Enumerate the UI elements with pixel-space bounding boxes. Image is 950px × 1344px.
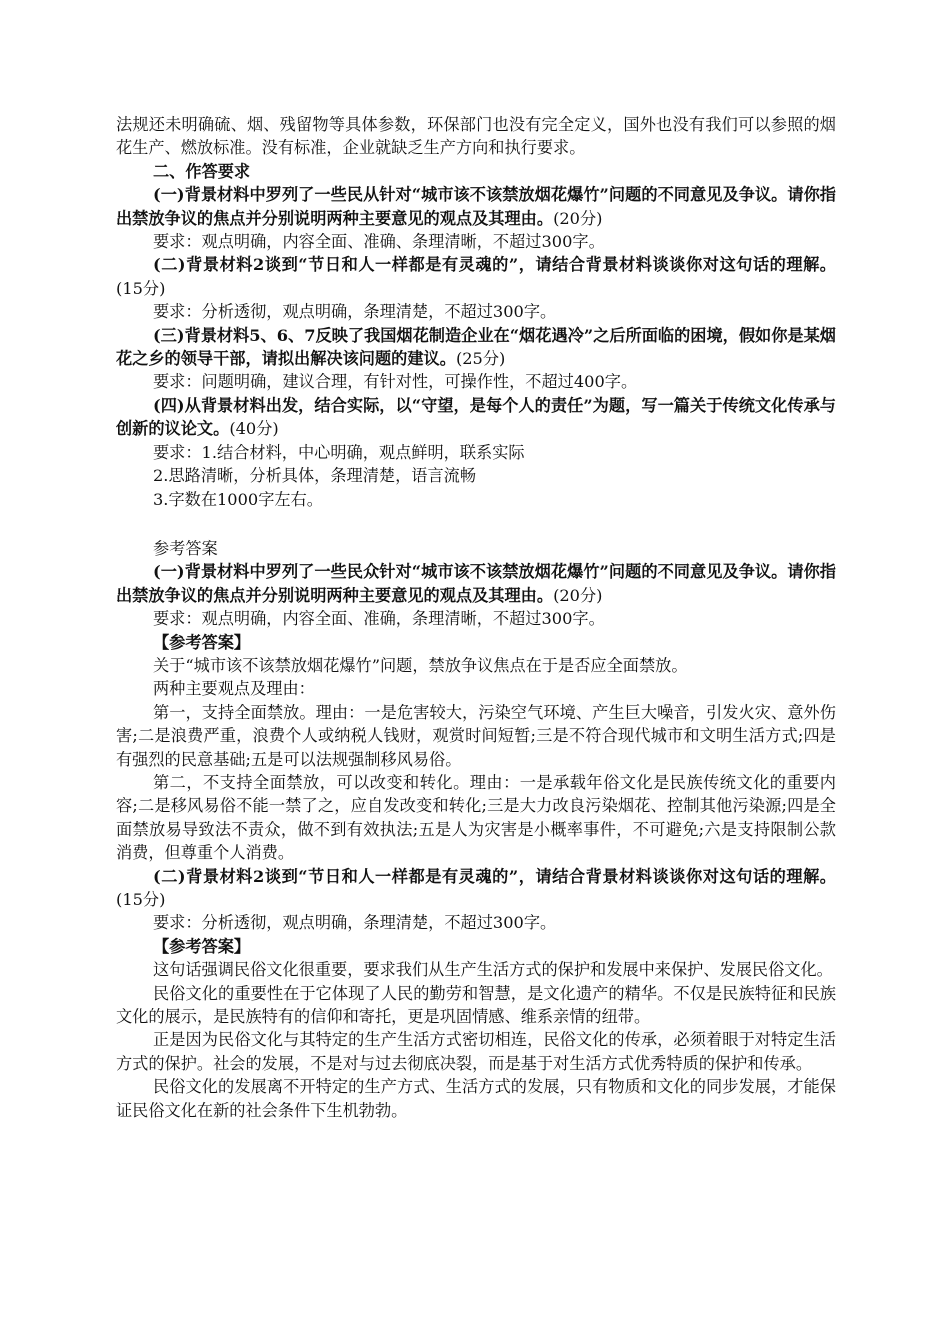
answer-2-reference-label: 【参考答案】: [153, 936, 251, 956]
answers-title: 参考答案: [153, 538, 218, 558]
answer-2-question: [116, 865, 836, 912]
answer-2-paragraph-4: 民俗文化的发展离不开特定的生产方式、生活方式的发展，只有物质和文化的同步发展，才能保证民俗文化在新的社会条件下生机勃勃。: [116, 1077, 836, 1120]
question-1-text: (一)背景材料中罗列了一些民从针对“城市该不该禁放烟花爆竹”问题的不同意见及争议。请你指出禁放争议的焦点并分别说明两种主要意见的观点及其理由。: [116, 185, 836, 228]
intro-paragraph: 法规还未明确硫、烟、残留物等具体参数，环保部门也没有完全定义，国外也没有我们可以参照的烟花生产、燃放标准。没有标准，企业就缺乏生产方向和执行要求。: [116, 115, 836, 158]
question-4-requirement-2: 2.思路清晰，分析具体，条理清楚，语言流畅: [153, 466, 477, 486]
document-page: [116, 113, 836, 1122]
section-title: 二、作答要求: [153, 161, 251, 181]
answer-1-reference-label: 【参考答案】: [153, 632, 251, 652]
question-1-requirement: 要求：观点明确，内容全面、准确、条理清晰，不超过300字。: [153, 232, 605, 252]
question-4: [116, 394, 836, 441]
question-4-requirement-1: 要求：1.结合材料，中心明确，观点鲜明，联系实际: [153, 442, 525, 462]
question-2-score: (15分): [116, 278, 166, 298]
question-1: [116, 183, 836, 230]
answer-1-score: (20分): [553, 585, 603, 605]
answer-2-paragraph-2: 民俗文化的重要性在于它体现了人民的勤劳和智慧，是文化遗产的精华。不仅是民族特征和民族文化的展示，是民族特有的信仰和寄托，更是巩固情感、维系亲情的纽带。: [116, 983, 836, 1027]
question-2: [116, 253, 836, 300]
answer-2-score: (15分): [116, 890, 166, 909]
question-4-score: (40分): [229, 419, 279, 439]
question-1-score: (20分): [553, 208, 603, 228]
question-2-requirement: 要求：分析透彻，观点明确，条理清楚，不超过300字。: [153, 302, 557, 322]
answer-2-paragraph-3: 正是因为民俗文化与其特定的生产生活方式密切相连，民俗文化的传承，必须着眼于对特定生活方式的保护。社会的发展，不是对与过去彻底决裂，而是基于对生活方式优秀特质的保护和传承。: [116, 1030, 836, 1073]
answer-2-paragraph-1: 这句话强调民俗文化很重要，要求我们从生产生活方式的保护和发展中来保护、发展民俗文化。: [153, 960, 833, 980]
question-4-requirement-3: 3.字数在1000字左右。: [153, 489, 323, 509]
question-2-text: (二)背景材料2谈到“节日和人一样都是有灵魂的”，请结合背景材料谈谈你对这句话的理解。: [153, 255, 836, 275]
answer-1-paragraph-4: 第二，不支持全面禁放，可以改变和转化。理由：一是承载年俗文化是民族传统文化的重要内容;二是移风易俗不能一禁了之，应自发改变和转化;三是大力改良污染烟花、控制其他污染源;四是全面禁放易导致法不责众，做不到有效执法;五是人为灾害是小概率事件，不可避免;六是支持限制公款消费，但尊重个人消费。: [116, 772, 836, 863]
answer-1-paragraph-3: 第一，支持全面禁放。理由：一是危害较大，污染空气环境、产生巨大噪音，引发火灾、意外伤害;二是浪费严重，浪费个人或纳税人钱财，观赏时间短暂;三是不符合现代城市和文明生活方式;四是有强烈的民意基础;五是可以法规强制移风易俗。: [116, 702, 836, 769]
answer-1-paragraph-1: 关于“城市该不该禁放烟花爆竹”问题，禁放争议焦点在于是否应全面禁放。: [153, 655, 688, 675]
answer-1-question: [116, 560, 836, 607]
answer-2-requirement: 要求：分析透彻，观点明确，条理清楚，不超过300字。: [153, 913, 557, 933]
answer-1-requirement: 要求：观点明确，内容全面、准确，条理清晰，不超过300字。: [153, 609, 605, 629]
question-3-score: (25分): [455, 349, 506, 369]
question-3-text: (三)背景材料5、6、7反映了我国烟花制造企业在“烟花遇冷”之后所面临的困境，假如你是某烟花之乡的领导干部，请拟出解决该问题的建议。: [116, 325, 836, 369]
answer-1-paragraph-2: 两种主要观点及理由：: [153, 679, 315, 699]
answer-1-question-text: (一)背景材料中罗列了一些民众针对“城市该不该禁放烟花爆竹”问题的不同意见及争议。请你指出禁放争议的焦点并分别说明两种主要意见的观点及其理由。: [116, 562, 836, 605]
answer-2-question-text: (二)背景材料2谈到“节日和人一样都是有灵魂的”，请结合背景材料谈谈你对这句话的理解。: [153, 866, 836, 886]
spacer: [116, 511, 836, 537]
question-3: [116, 324, 836, 371]
question-4-text: (四)从背景材料出发，结合实际，以“守望，是每个人的责任”为题，写一篇关于传统文化传承与创新的议论文。: [116, 395, 836, 439]
question-3-requirement: 要求：问题明确，建议合理，有针对性，可操作性，不超过400字。: [153, 372, 638, 392]
